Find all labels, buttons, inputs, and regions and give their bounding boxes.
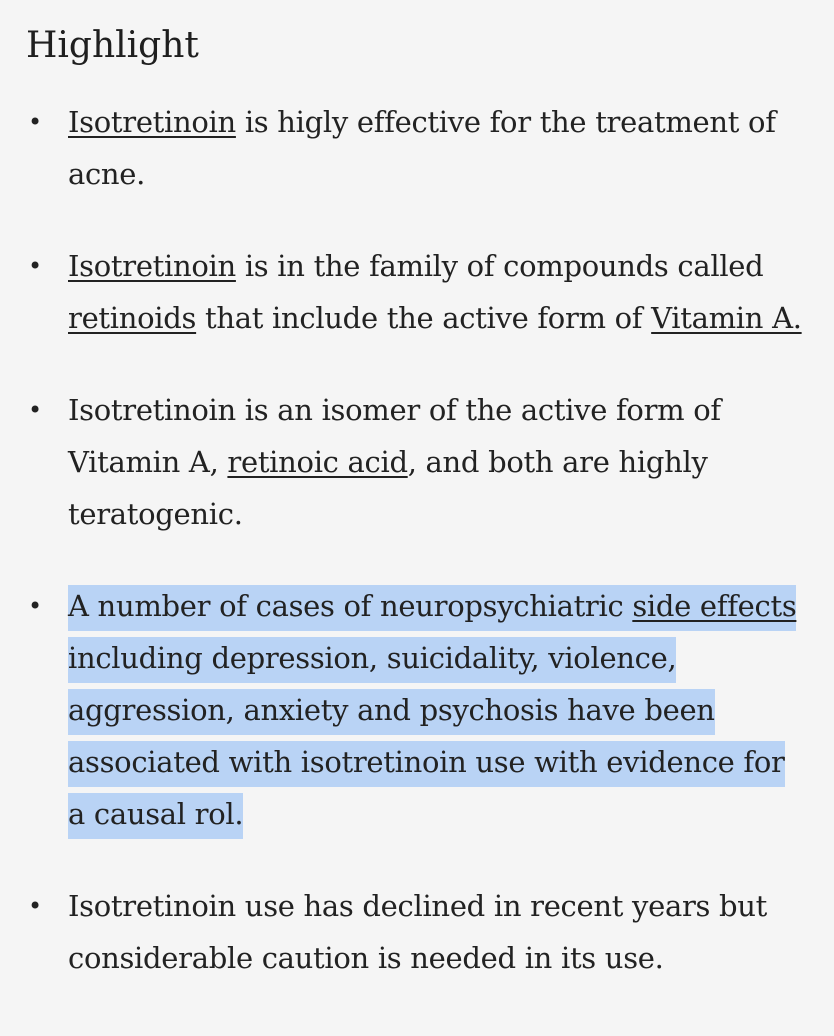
list-item (26, 240, 808, 344)
section-heading: Highlight (26, 25, 199, 66)
item-text: that include the active form of (196, 301, 652, 335)
item-text: , and both are highly teratogenic. (68, 445, 708, 531)
bullet-icon: • (28, 108, 42, 136)
bullet-icon: • (28, 892, 42, 920)
item-text: is higly effective for the treatment of acne. (68, 105, 776, 191)
item-text: including depression, suicidality, violence, aggression, anxiety and psychosis have been associated with isotretinoin use with evidence for a causal rol. (68, 641, 785, 831)
list-item (26, 580, 808, 840)
highlight-list (26, 96, 808, 984)
bullet-icon: • (28, 252, 42, 280)
item-text: A number of cases of neuropsychiatric (68, 589, 633, 623)
list-item (26, 384, 808, 540)
item-text: Isotretinoin use has declined in recent years but considerable caution is needed in its use. (68, 889, 768, 975)
list-item (26, 96, 808, 200)
selected-text-highlight (68, 585, 796, 839)
side-effects-link[interactable]: side effects (632, 589, 797, 623)
bullet-icon: • (28, 592, 42, 620)
item-text: Isotretinoin is an isomer of the active form of Vitamin A, (68, 393, 721, 479)
list-item (26, 880, 808, 984)
vitamin-a-link[interactable]: Vitamin A. (651, 301, 802, 335)
item-text: is in the family of compounds called (235, 249, 764, 283)
retinoic-acid-link[interactable]: retinoic acid (227, 445, 408, 479)
isotretinoin-link[interactable]: Isotretinoin (68, 105, 236, 139)
isotretinoin-link[interactable]: Isotretinoin (68, 249, 236, 283)
retinoids-link[interactable]: retinoids (68, 301, 197, 335)
bullet-icon: • (28, 396, 42, 424)
